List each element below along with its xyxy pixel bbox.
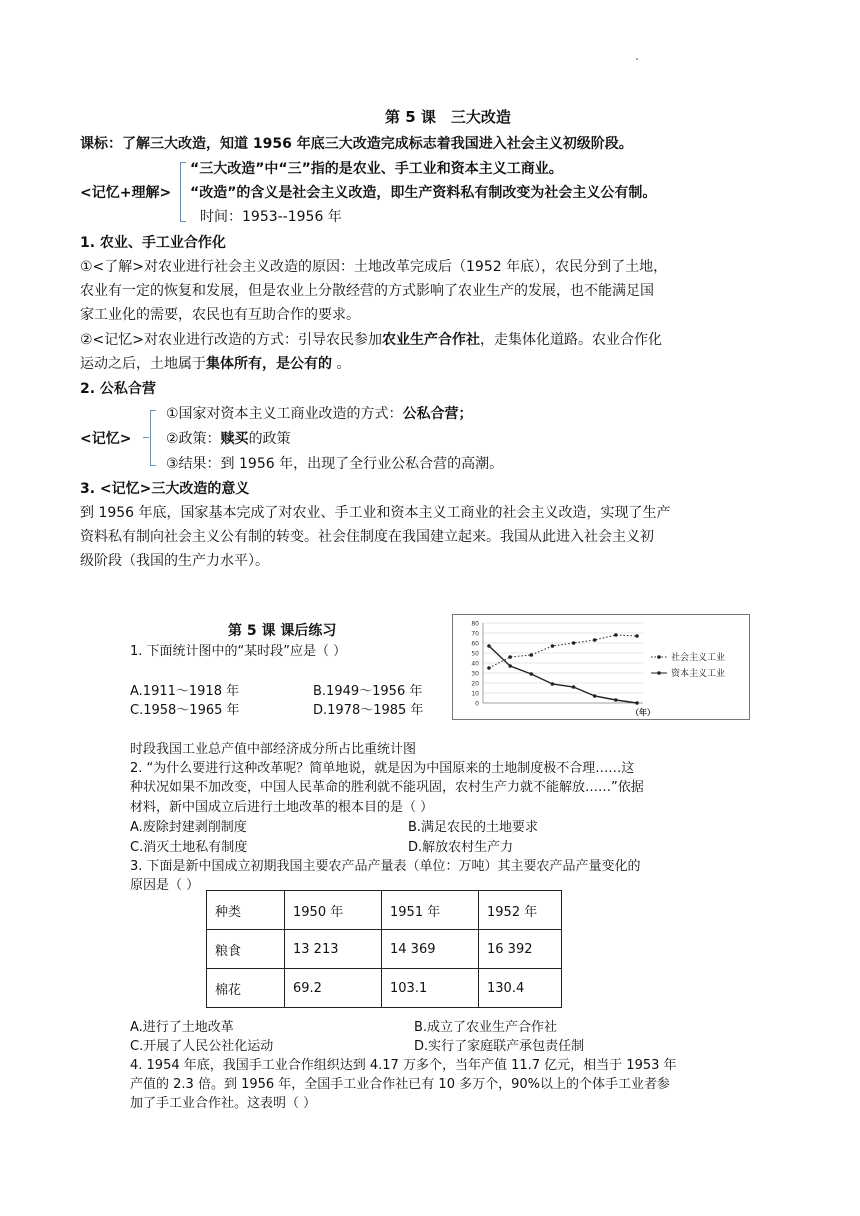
section1-paragraph: 农业有一定的恢复和发展，但是农业上分散经营的方式影响了农业生产的发展，也不能满足国 <box>80 283 654 299</box>
q2-option: C.消灭土地私有制度 <box>130 840 248 855</box>
table-row <box>207 930 562 969</box>
data-point <box>635 701 639 705</box>
table-cell: 14 369 <box>382 930 479 969</box>
q1-option: D.1978～1985 年 <box>313 703 424 718</box>
legend-marker <box>657 671 661 675</box>
memory-item: “三大改造”中“三”指的是农业、手工业和资本主义工商业。 <box>190 161 563 177</box>
y-tick-label: 60 <box>471 640 479 648</box>
section1-paragraph: ①<了解>对农业进行社会主义改造的原因：土地改革完成后（1952 年底），农民分到了土地， <box>80 259 668 275</box>
section2-brace <box>150 410 151 466</box>
question-2: 2. “为什么要进行这种改革呢？简单地说，就是因为中国原来的土地制度极不合理……这 <box>130 761 635 776</box>
q1-option: C.1958～1965 年 <box>130 703 240 718</box>
section3-paragraph: 到 1956 年底，国家基本完成了对农业、手工业和资本主义工商业的社会主义改造，实现了生产 <box>80 505 671 521</box>
question-2: 种状况如果不加改变，中国人民革命的胜利就不能巩固，农村生产力就不能解放……”依据 <box>130 780 644 795</box>
data-point <box>551 644 555 648</box>
section2-item: ①国家对资本主义工商业改造的方式：公私合营； <box>166 406 473 422</box>
chart-canvas <box>453 615 749 719</box>
legend-label: 资本主义工业 <box>671 669 726 679</box>
industry-share-chart <box>452 614 750 720</box>
y-tick-label: 30 <box>471 670 479 678</box>
series-line-1 <box>489 646 637 703</box>
question-4: 产值的 2.3 倍。到 1956 年，全国手工业合作社已有 10 多万个，90%以上的个体手工业者参 <box>130 1077 670 1092</box>
q2-option: B.满足农民的土地要求 <box>408 820 539 835</box>
y-tick-label: 70 <box>471 630 479 638</box>
data-point <box>593 638 597 642</box>
section2-tag: <记忆> <box>80 431 132 447</box>
y-tick-label: 80 <box>471 620 479 628</box>
exercise-title: 第 5 课 课后练习 <box>228 623 337 639</box>
section1-paragraph: 家工业化的需要，农民也有互助合作的要求。 <box>80 307 360 323</box>
section2-title: 2. 公私合营 <box>80 381 156 397</box>
memory-item: 时间：1953--1956 年 <box>200 209 342 225</box>
table-cell: 棉花 <box>207 969 285 1008</box>
section3-title: 3. <记忆>三大改造的意义 <box>80 481 250 497</box>
question-2: 材料，新中国成立后进行土地改革的根本目的是（ ） <box>130 800 434 815</box>
table-cell: 130.4 <box>479 969 562 1008</box>
question-4: 加了手工业合作社。这表明（ ） <box>130 1096 317 1111</box>
section1-paragraph-2: ②<记忆>对农业进行改造的方式：引导农民参加农业生产合作社，走集体化道路。农业合作化 <box>80 332 663 348</box>
data-point <box>508 664 512 668</box>
table-cell: 种类 <box>207 891 285 930</box>
data-point <box>614 698 618 702</box>
table-row <box>207 969 562 1008</box>
memory-brace <box>180 162 181 222</box>
table-row <box>207 891 562 930</box>
section2-item: ③结果：到 1956 年，出现了全行业公私合营的高潮。 <box>166 456 504 472</box>
y-tick-label: 50 <box>471 650 479 658</box>
section1-paragraph-2: 运动之后，土地属于集体所有，是公有的 。 <box>80 356 351 372</box>
section1-title: 1. 农业、手工业合作化 <box>80 235 226 251</box>
lesson-title: 第 5 课 三大改造 <box>385 108 511 126</box>
table-cell: 粮食 <box>207 930 285 969</box>
data-point <box>572 641 576 645</box>
legend-marker <box>657 655 661 659</box>
question-3: 3. 下面是新中国成立初期我国主要农产品产量表（单位：万吨）其主要农产品产量变化的 <box>130 859 641 874</box>
data-point <box>508 655 512 659</box>
y-tick-label: 0 <box>475 700 479 708</box>
data-point <box>614 633 618 637</box>
data-point <box>487 666 491 670</box>
data-point <box>551 682 555 686</box>
section2-item: ②政策：赎买的政策 <box>166 431 291 447</box>
section3-paragraph: 资料私有制向社会主义公有制的转变。社会住制度在我国建立起来。我国从此进入社会主义初 <box>80 529 654 545</box>
curriculum-standard: 课标：了解三大改造，知道 1956 年底三大改造完成标志着我国进入社会主义初级阶段。 <box>80 136 633 152</box>
table-cell: 1950 年 <box>285 891 382 930</box>
memory-item: “改造”的含义是社会主义改造，即生产资料私有制改变为社会主义公有制。 <box>190 185 657 201</box>
table-cell: 1951 年 <box>382 891 479 930</box>
data-point <box>487 644 491 648</box>
table-cell: 103.1 <box>382 969 479 1008</box>
table-cell: 13 213 <box>285 930 382 969</box>
q1-option: B.1949～1956 年 <box>313 684 423 699</box>
legend-label: 社会主义工业 <box>671 653 726 663</box>
data-point <box>529 672 533 676</box>
y-tick-label: 10 <box>471 690 479 698</box>
q3-option: A.进行了土地改革 <box>130 1020 234 1035</box>
memory-tag: <记忆+理解> <box>80 185 172 201</box>
q2-option: A.废除封建剥削制度 <box>130 820 247 835</box>
table-cell: 1952 年 <box>479 891 562 930</box>
y-tick-label: 40 <box>471 660 479 668</box>
chart-x-label: （年） <box>631 708 655 717</box>
q3-option: B.成立了农业生产合作社 <box>414 1020 558 1035</box>
q2-option: D.解放农村生产力 <box>408 840 514 855</box>
table-cell: 69.2 <box>285 969 382 1008</box>
question-3: 原因是（ ） <box>130 878 200 893</box>
q1-option: A.1911～1918 年 <box>130 684 240 699</box>
question-4: 4. 1954 年底，我国手工业合作组织达到 4.17 万多个，当年产值 11.7 亿元，相当于 1953 年 <box>130 1058 677 1073</box>
data-point <box>635 634 639 638</box>
q1-caption: 时段我国工业总产值中部经济成分所占比重统计图 <box>130 742 417 757</box>
corner-mark <box>636 58 638 60</box>
data-point <box>529 653 533 657</box>
data-point <box>593 694 597 698</box>
crop-output-table <box>206 890 562 1008</box>
data-point <box>572 685 576 689</box>
y-tick-label: 20 <box>471 680 479 688</box>
question-1: 1. 下面统计图中的“某时段”应是（ ） <box>130 644 347 659</box>
q3-option: C.开展了人民公社化运动 <box>130 1039 274 1054</box>
section3-paragraph: 级阶段（我国的生产力水平）。 <box>80 553 269 569</box>
q3-option: D.实行了家庭联产承包责任制 <box>414 1039 585 1054</box>
table-cell: 16 392 <box>479 930 562 969</box>
